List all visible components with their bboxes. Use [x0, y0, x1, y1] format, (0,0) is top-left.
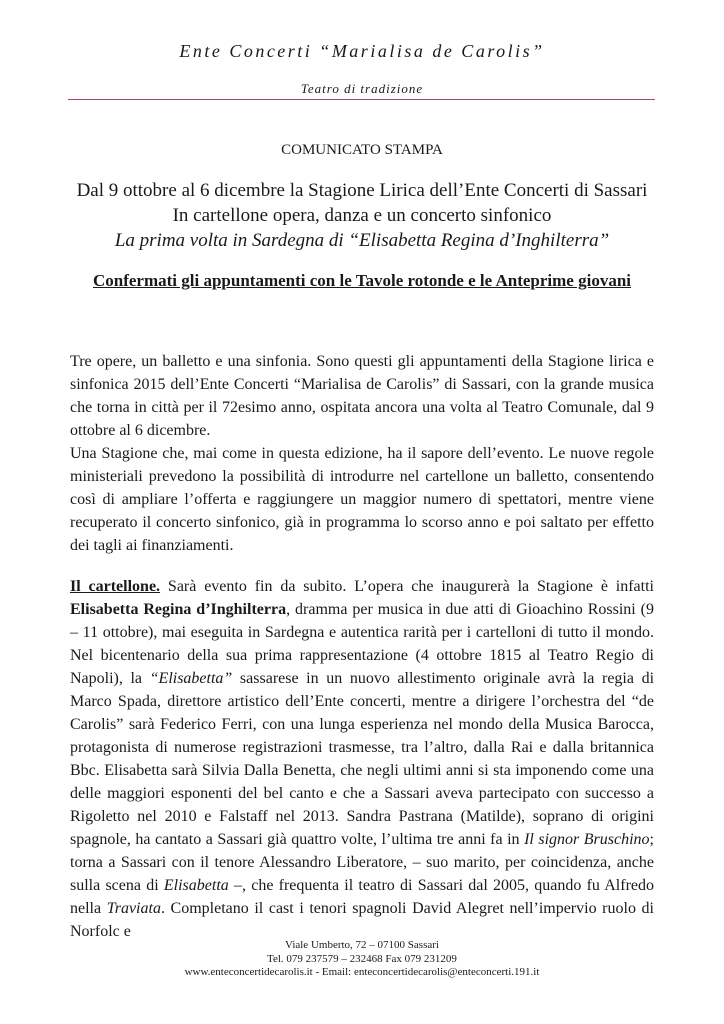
text-run: . Completano il cast i tenori spagnoli David Alegret nell’impervio ruolo di Norfolc e [70, 900, 655, 940]
italic-run: Traviata [106, 900, 161, 917]
intro-section [70, 350, 654, 557]
cartellone-section [70, 575, 654, 943]
footer-phone: Tel. 079 237579 – 232468 Fax 079 231209 [267, 952, 457, 965]
confirmation-heading: Confermati gli appuntamenti con le Tavole rotonde e le Anteprime giovani [92, 271, 631, 290]
letterhead-subtitle: Teatro di tradizione [300, 81, 424, 96]
text-run: ; torna a Sassari con il tenore Alessandro Liberatore, – suo marito, per coincidenza, anche sulla scena di [70, 831, 654, 894]
italic-run: Il signor Bruschino [524, 831, 650, 848]
headline-secondary: In cartellone opera, danza e un concerto sinfonico [172, 205, 552, 226]
footer-address: Viale Umberto, 72 – 07100 Sassari [285, 939, 439, 951]
cartellone-paragraph [70, 575, 654, 943]
headline-block [0, 178, 724, 253]
text-run: –, che frequenta il teatro di Sassari dal 2005, quando fu Alfredo nella [70, 877, 654, 917]
text-run: Sarà evento fin da subito. L’opera che inaugurerà la Stagione è infatti [160, 578, 654, 595]
header-divider [68, 99, 655, 100]
text-run: , dramma per musica in due atti di Gioachino Rossini (9 – 11 ottobre), mai eseguita in Sardegna e autentica rarità per i cartelloni di tutto il mondo. Nel bicentenario della sua prima rappresentazione (4 ottobre 1815 al Teatro Regio di Napoli), la [70, 601, 655, 687]
press-release-label: COMUNICATO STAMPA [281, 142, 443, 158]
footer [0, 939, 724, 980]
headline-italic: La prima volta in Sardegna di “Elisabetta Regina d’Inghilterra” [114, 230, 610, 251]
intro-paragraph-2: Una Stagione che, mai come in questa edizione, ha il sapore dell’evento. Le nuove regole ministeriali prevedono la possibilità di introdurre nel cartellone un balletto, consentendo così di ampliare l’offerta e raggiungere un maggior numero di spettatori, mentre viene recuperato il concerto sinfonico, già in programma lo scorso anno e poi saltato per effetto dei tagli ai finanziamenti. [70, 445, 654, 554]
headline-main: Dal 9 ottobre al 6 dicembre la Stagione Lirica dell’Ente Concerti di Sassari [76, 180, 648, 201]
italic-run: “Elisabetta” [149, 670, 233, 687]
opera-title: Elisabetta Regina d’Inghilterra [70, 601, 287, 618]
intro-paragraph-1: Tre opere, un balletto e una sinfonia. Sono questi gli appuntamenti della Stagione lirica e sinfonica 2015 dell’Ente Concerti “Marialisa de Carolis” di Sassari, con la grande musica che torna in città per il 72esimo anno, ospitata ancora una volta al Teatro Comunale, dal 9 ottobre al 6 dicembre. [70, 353, 654, 439]
footer-web: www.enteconcertidecarolis.it - Email: enteconcertidecarolis@enteconcerti.191.it [184, 966, 540, 978]
section-lead: Il cartellone. [70, 578, 161, 595]
letterhead-title: Ente Concerti “Marialisa de Carolis” [179, 41, 545, 61]
italic-run: Elisabetta [163, 877, 229, 894]
text-run: sassarese in un nuovo allestimento originale avrà la regia di Marco Spada, direttore artistico dell’Ente concerti, mentre a dirigere l’orchestra del “de Carolis” sarà Federico Ferri, con una lunga esperienza nel mondo della Musica Barocca, protagonista di numerose registrazioni trasmesse, tra l’altro, dalla Rai e dalla britannica Bbc. Elisabetta sarà Silvia Dalla Benetta, che negli ultimi anni si sta imponendo come una delle maggiori esponenti del bel canto e che a Sassari aveva partecipato con successo a Rigoletto nel 2010 e Falstaff nel 2013. Sandra Pastrana (Matilde), soprano di origini spagnole, ha cantato a Sassari già quattro volte, l’ultima tre anni fa in [70, 670, 655, 848]
